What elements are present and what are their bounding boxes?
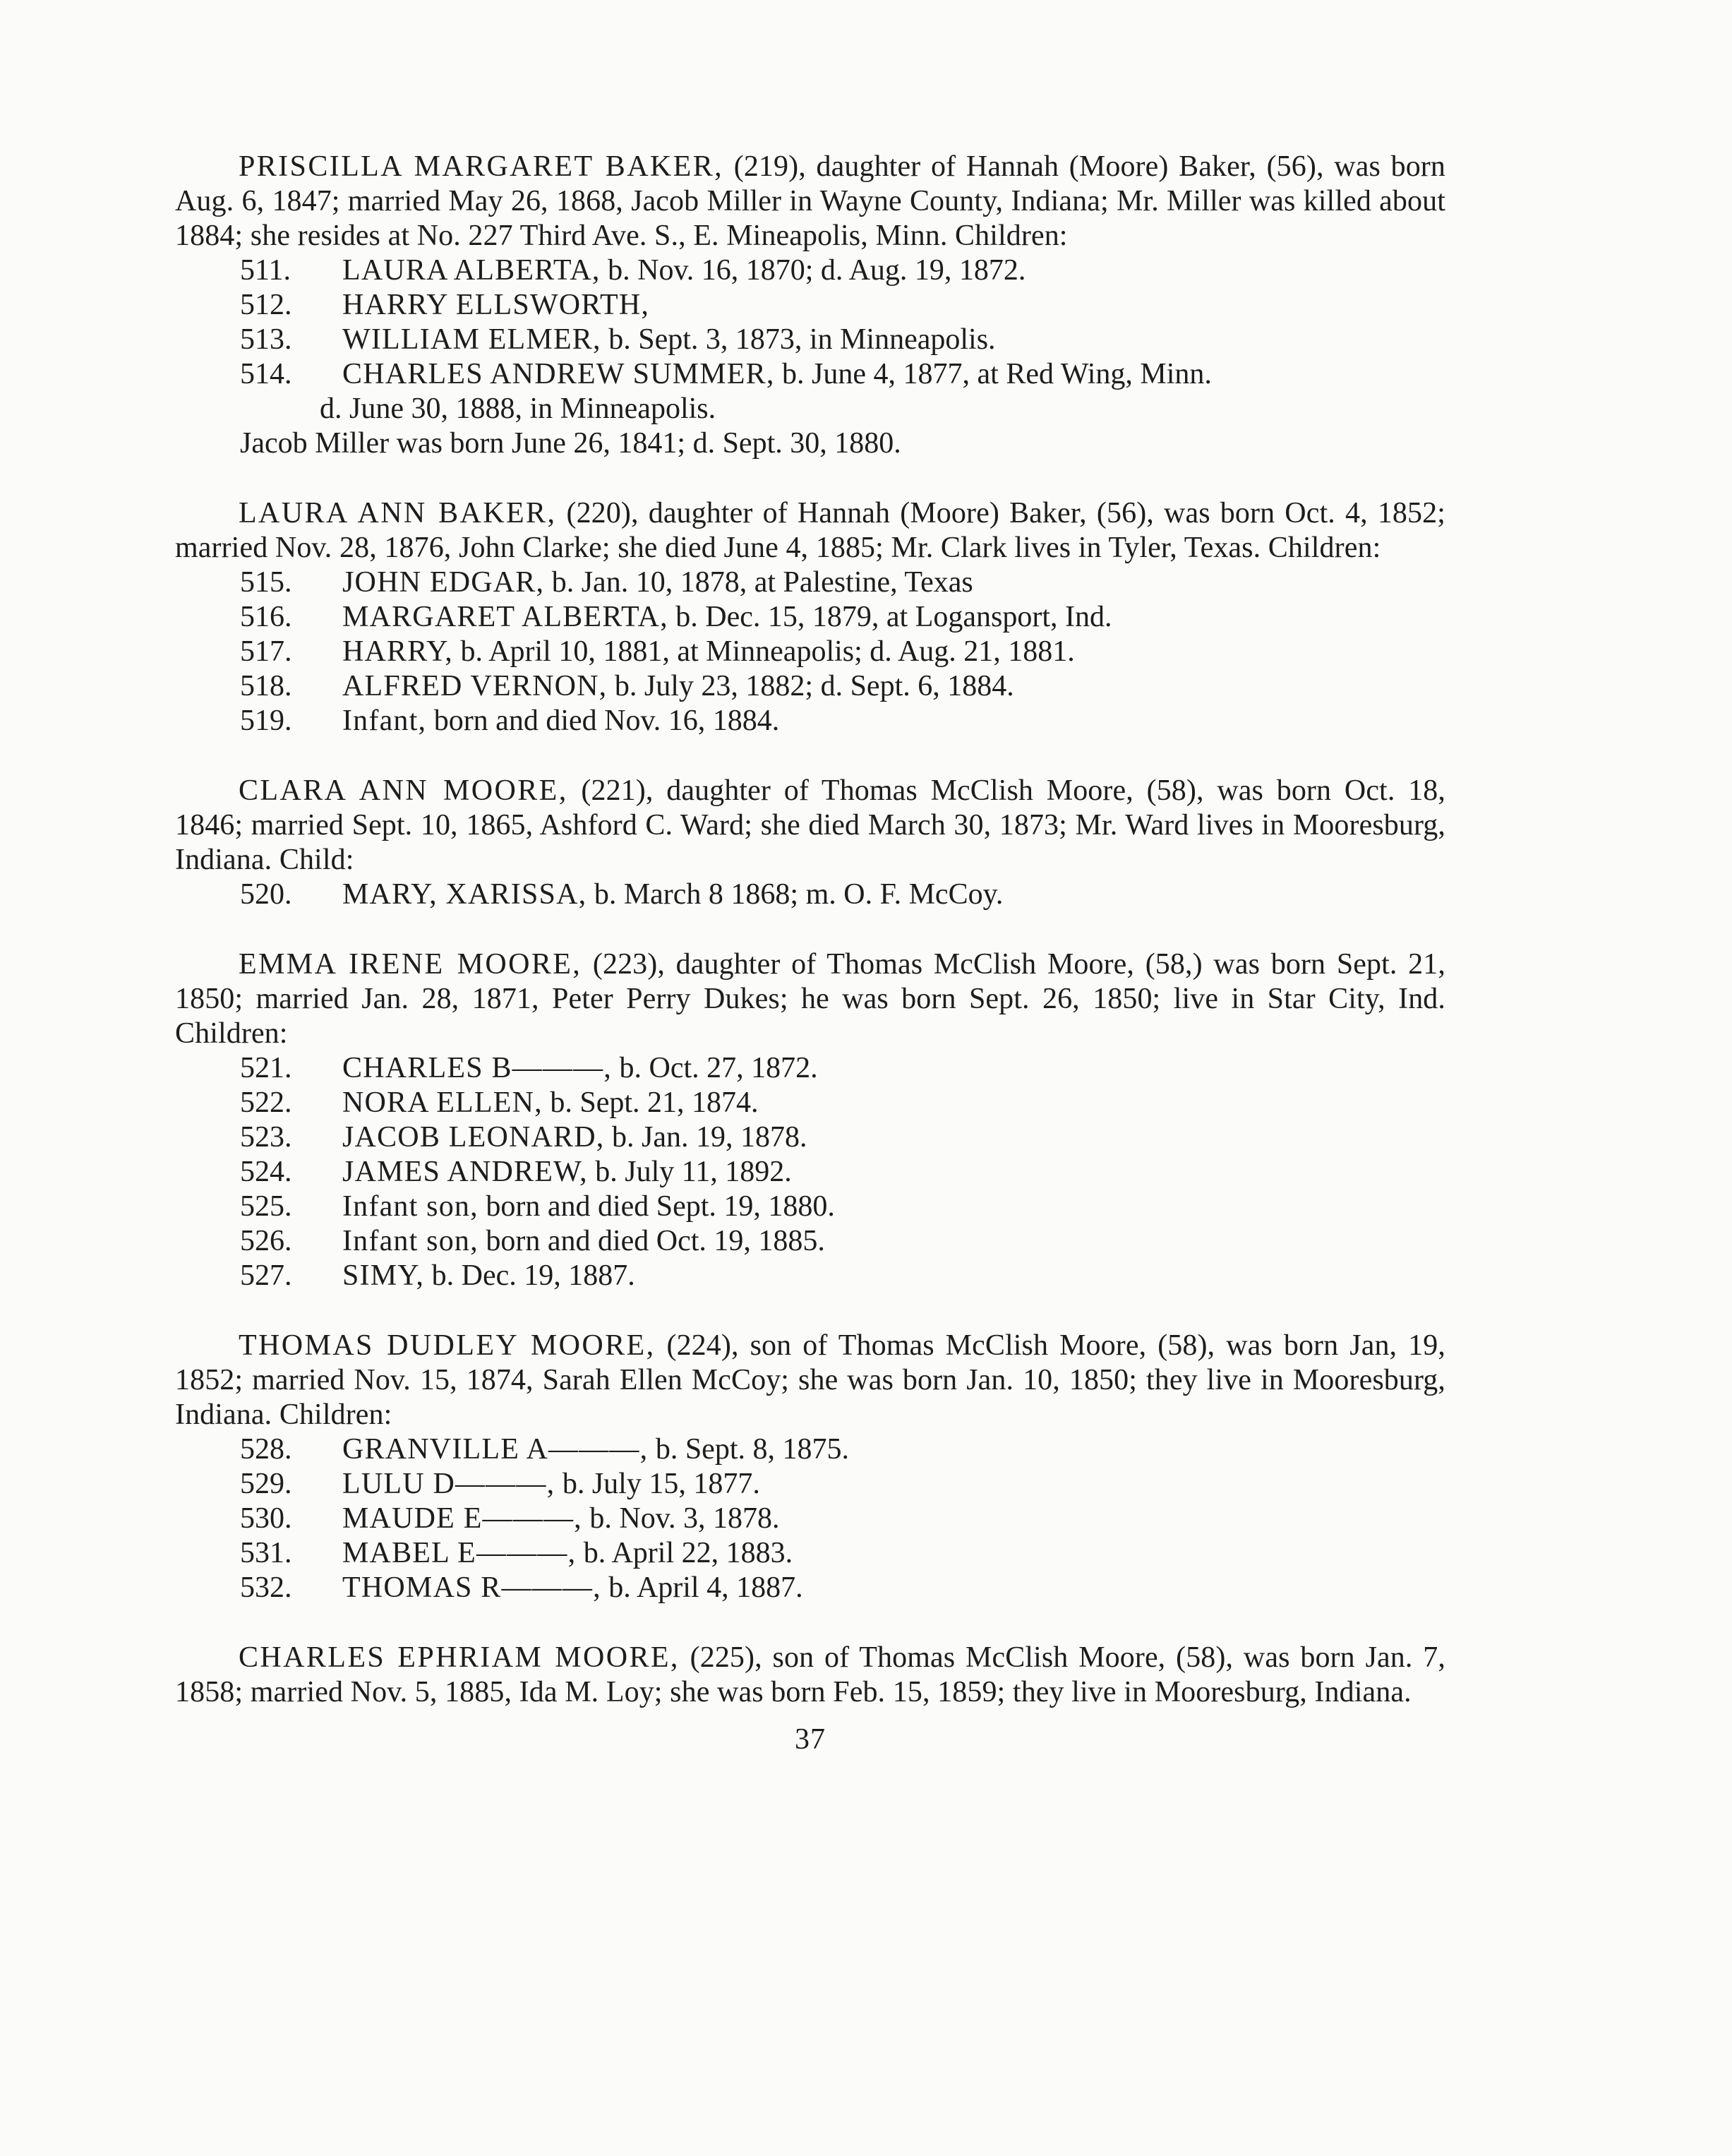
child-continuation: d. June 30, 1888, in Minneapolis. (320, 393, 716, 425)
child-item (175, 1259, 1445, 1293)
child-name: NORA ELLEN, (342, 1086, 543, 1119)
child-details: born and died Oct. 19, 1885. (478, 1225, 825, 1257)
genealogy-entry (175, 947, 1445, 1293)
entry-heading: CHARLES EPHRIAM MOORE, (239, 1641, 680, 1674)
child-number: 515. (240, 566, 292, 599)
child-number: 524. (240, 1156, 292, 1188)
child-item (175, 600, 1445, 635)
children-list (175, 1432, 1445, 1605)
child-item (175, 1120, 1445, 1155)
child-details: b. Sept. 3, 1873, in Minneapolis. (601, 323, 996, 356)
entry-text: (221), daughter of Thomas McClish Moore, (58), was born Oct. 18, 1846; married Sept. 10, 1865, Ashford C. Ward; she died March 30, 1873; Mr. Ward lives in Mooresburg, Indiana. Child: (175, 774, 1445, 876)
child-number: 523. (240, 1121, 292, 1154)
child-number: 512. (240, 289, 292, 321)
child-details: b. April 22, 1883. (576, 1537, 793, 1569)
child-name: GRANVILLE A———, (342, 1433, 649, 1466)
entry-paragraph (175, 1329, 1445, 1432)
child-item (175, 253, 1445, 288)
child-name: LULU D———, (342, 1468, 555, 1500)
child-item (175, 1224, 1445, 1259)
child-number: 520. (240, 878, 292, 911)
child-name: MARY, XARISSA, (342, 878, 587, 911)
child-details: b. March 8 1868; m. O. F. McCoy. (587, 878, 1004, 911)
genealogy-entry (175, 496, 1445, 738)
entry-heading: EMMA IRENE MOORE, (239, 948, 582, 981)
children-list (175, 565, 1445, 738)
child-item (175, 323, 1445, 357)
child-details: b. Sept. 21, 1874. (542, 1086, 759, 1119)
child-details: born and died Sept. 19, 1880. (478, 1190, 835, 1223)
genealogy-entry (175, 774, 1445, 912)
child-number: 531. (240, 1537, 292, 1569)
child-number: 528. (240, 1433, 292, 1466)
child-details: b. July 11, 1892. (587, 1156, 792, 1188)
child-number: 517. (240, 635, 292, 668)
entry-text: (223), daughter of Thomas McClish Moore, (58,) was born Sept. 21, 1850; married Jan. 28, 1871, Peter Perry Dukes; he was born Sept. 26, 1850; live in Star City, Ind. Children: (175, 948, 1445, 1050)
child-name: MABEL E———, (342, 1537, 577, 1569)
entry-text: (225), son of Thomas McClish Moore, (58), was born Jan. 7, 1858; married Nov. 5, 1885, Ida M. Loy; she was born Feb. 15, 1859; they live in Mooresburg, Indiana. (175, 1641, 1445, 1708)
child-details: b. Nov. 3, 1878. (582, 1502, 780, 1535)
child-name: CHARLES ANDREW SUMMER, (342, 358, 775, 390)
child-number: 529. (240, 1468, 292, 1500)
child-details: b. Jan. 19, 1878. (604, 1121, 807, 1154)
child-name: WILLIAM ELMER, (342, 323, 601, 356)
child-name: SIMY, (342, 1259, 425, 1292)
entry-heading: PRISCILLA MARGARET BAKER, (239, 150, 724, 183)
child-item (175, 288, 1445, 323)
child-details: b. Dec. 19, 1887. (424, 1259, 635, 1292)
child-number: 525. (240, 1190, 292, 1223)
entry-heading: CLARA ANN MOORE, (239, 774, 568, 807)
child-number: 527. (240, 1259, 292, 1292)
entry-paragraph (175, 947, 1445, 1051)
entry-note: Jacob Miller was born June 26, 1841; d. Sept. 30, 1880. (240, 427, 901, 460)
entry-heading: THOMAS DUDLEY MOORE, (239, 1329, 656, 1362)
child-details: b. April 10, 1881, at Minneapolis; d. Aug. 21, 1881. (453, 635, 1075, 668)
entry-text: (219), daughter of Hannah (Moore) Baker, (56), was born Aug. 6, 1847; married May 26, 1868, Jacob Miller in Wayne County, Indiana; Mr. Miller was killed about 1884; she resides at No. 227 Third Ave. S., E. Mineapolis, Minn. Children: (175, 150, 1445, 252)
child-number: 518. (240, 670, 292, 702)
child-details: b. Dec. 15, 1879, at Logansport, Ind. (668, 601, 1112, 633)
child-name: LAURA ALBERTA, (342, 254, 601, 287)
children-list (175, 1051, 1445, 1293)
entry-paragraph (175, 774, 1445, 878)
child-number: 522. (240, 1086, 292, 1119)
child-number: 519. (240, 705, 292, 737)
entry-paragraph (175, 496, 1445, 565)
child-item (175, 1467, 1445, 1502)
child-details: b. April 4, 1887. (601, 1571, 803, 1604)
child-details: b. Sept. 8, 1875. (648, 1433, 849, 1466)
entry-paragraph (175, 1641, 1445, 1710)
genealogy-entry (175, 1641, 1445, 1710)
child-item (175, 878, 1445, 912)
child-name: THOMAS R———, (342, 1571, 601, 1604)
child-number: 511. (240, 254, 291, 287)
child-details: b. Nov. 16, 1870; d. Aug. 19, 1872. (600, 254, 1026, 287)
child-number: 516. (240, 601, 292, 633)
entry-heading: LAURA ANN BAKER, (239, 497, 557, 529)
child-name: Infant son, (342, 1190, 479, 1223)
child-details: born and died Nov. 16, 1884. (426, 705, 780, 737)
child-item (175, 635, 1445, 669)
child-name: MAUDE E———, (342, 1502, 582, 1535)
child-name: Infant son, (342, 1225, 479, 1257)
child-item (175, 1536, 1445, 1571)
child-number: 532. (240, 1571, 292, 1604)
child-item (175, 1155, 1445, 1190)
child-details: b. July 23, 1882; d. Sept. 6, 1884. (607, 670, 1014, 702)
child-item (175, 704, 1445, 738)
children-list (175, 253, 1445, 392)
child-item (175, 1051, 1445, 1086)
child-item (175, 357, 1445, 392)
child-item (175, 565, 1445, 600)
child-name: HARRY ELLSWORTH, (342, 289, 650, 321)
entry-text: (224), son of Thomas McClish Moore, (58), was born Jan, 19, 1852; married Nov. 15, 1874, Sarah Ellen McCoy; she was born Jan. 10, 1850; they live in Mooresburg, Indiana. Children: (175, 1329, 1445, 1431)
children-list (175, 878, 1445, 912)
entry-text: (220), daughter of Hannah (Moore) Baker, (56), was born Oct. 4, 1852; married Nov. 28, 1876, John Clarke; she died June 4, 1885; Mr. Clark lives in Tyler, Texas. Children: (175, 497, 1445, 564)
child-item (175, 1190, 1445, 1224)
child-item (175, 1086, 1445, 1120)
child-item (175, 669, 1445, 704)
child-number: 514. (240, 358, 292, 390)
child-number: 513. (240, 323, 292, 356)
child-name: JACOB LEONARD, (342, 1121, 605, 1154)
child-item (175, 1502, 1445, 1536)
child-details: b. Oct. 27, 1872. (611, 1052, 818, 1084)
genealogy-entry (175, 150, 1445, 461)
child-item (175, 1571, 1445, 1605)
child-details: b. Jan. 10, 1878, at Palestine, Texas (544, 566, 973, 599)
child-name: ALFRED VERNON, (342, 670, 608, 702)
child-number: 521. (240, 1052, 292, 1084)
page-number: 37 (795, 1723, 826, 1756)
child-name: JAMES ANDREW, (342, 1156, 588, 1188)
child-number: 526. (240, 1225, 292, 1257)
child-details: b. June 4, 1877, at Red Wing, Minn. (774, 358, 1212, 390)
child-name: MARGARET ALBERTA, (342, 601, 668, 633)
child-details: b. July 15, 1877. (555, 1468, 760, 1500)
child-name: CHARLES B———, (342, 1052, 612, 1084)
genealogy-entry (175, 1329, 1445, 1605)
child-name: Infant, (342, 705, 427, 737)
entry-paragraph (175, 150, 1445, 253)
document-page (175, 150, 1445, 1756)
child-name: HARRY, (342, 635, 453, 668)
child-number: 530. (240, 1502, 292, 1535)
child-name: JOHN EDGAR, (342, 566, 545, 599)
child-item (175, 1432, 1445, 1467)
